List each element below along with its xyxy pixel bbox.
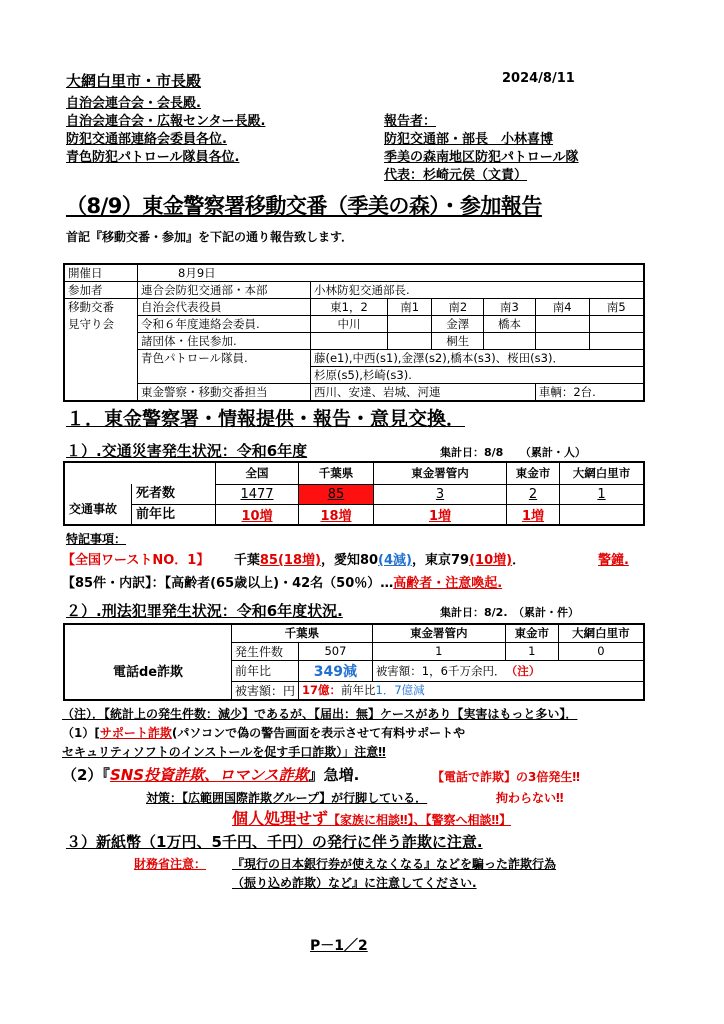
yoy-oamishirasato: [560, 504, 645, 525]
mof-line-2: （振り込め詐欺）など』に注意してください.: [232, 876, 477, 890]
r4-name-6: [589, 333, 644, 350]
reporter-line-2: 季美の森南地区防犯パトロール隊: [384, 150, 579, 165]
sns-fraud-name: SNS投資詐欺、ロマンス詐欺: [109, 766, 309, 784]
crime-col-1: 千葉県: [232, 624, 373, 642]
crime-tally: 集計日：8/2. （累計・件）: [440, 606, 580, 619]
loss-value: 17億：: [302, 683, 342, 697]
traffic-col-4: 東金市: [507, 462, 560, 484]
r3-name-1: 中川: [311, 316, 388, 333]
r3-name-5: [535, 316, 589, 333]
addressee-3: 防犯交通部連絡会委員各位.: [66, 132, 227, 147]
reporter-label: 報告者：: [384, 114, 437, 129]
participants-label: 参加者: [64, 282, 138, 299]
loss-prev-label: 前年比: [341, 683, 376, 697]
r3-name-4: 橋本: [484, 316, 536, 333]
area-2: 南1: [387, 299, 432, 316]
traffic-col-5: 大網白里市: [560, 462, 645, 484]
r6-names: 西川、安達、岩城、河連: [311, 384, 536, 402]
r4-name-1: [311, 333, 388, 350]
role-3: 令和６年度連絡会委員.: [138, 316, 311, 333]
traffic-col-1: 全国: [216, 462, 299, 484]
remark-line-2: （1）[サポート詐欺(パソコンで偽の警告画面を表示させて有料サポートや: [62, 726, 466, 740]
crime-col-4: 大網白里市: [558, 624, 644, 642]
loss-note: （注）: [511, 663, 541, 678]
vehicle-count: 車輌：2台.: [535, 384, 644, 402]
notes-label: 特記事項：: [66, 532, 127, 546]
measure-line: 対策：【広範囲国際詐欺グループ】が行脚している．: [146, 791, 428, 805]
page-title: （8/9）東金警察署移動交番（季美の森）・参加報告: [66, 194, 542, 218]
traffic-col-3: 東金署管内: [374, 462, 507, 484]
deaths-chiba: 85: [299, 484, 374, 504]
role-2: 自治会代表役員: [138, 299, 311, 316]
area-1: 東1，2: [311, 299, 388, 316]
breakdown-line: 【85件・内訳】：【高齢者(65歳以上)・42名（50％）…高齢者・注意喚起.: [62, 576, 503, 591]
cases-label: 発生件数: [232, 642, 299, 660]
personal-line: 個人処理せず【家族に相談‼】、【警察へ相談‼】: [232, 809, 512, 828]
left-label-1: 移動交番: [64, 299, 138, 316]
deaths-oamishirasato: 1: [560, 484, 645, 504]
role-5: 青色パトロール隊員.: [138, 350, 311, 384]
yoy-togane-police: 1増: [374, 504, 507, 525]
left-label-2: 見守り会: [64, 316, 138, 333]
date-label: 開催日: [64, 264, 138, 282]
traffic-row-group: 交通事故: [69, 502, 118, 516]
area-3: 南2: [432, 299, 484, 316]
crime-yoy-label: 前年比: [232, 660, 299, 681]
yoy-label: 前年比: [131, 504, 215, 524]
reporter-line-3: 代表：杉崎元侯（文責）: [384, 168, 528, 183]
worst-tag: 【全国ワーストNO．1】: [62, 553, 210, 568]
deaths-togane-police: 3: [374, 484, 507, 504]
event-table: [63, 263, 645, 402]
cases-chiba: 507: [299, 642, 373, 660]
org-1: 連合会防犯交通部・本部: [138, 282, 311, 299]
addressee-4: 青色防犯パトロール隊員各位.: [66, 150, 240, 165]
r4-name-5: [535, 333, 589, 350]
yoy-chiba: 18増: [299, 504, 374, 525]
deaths-togane-city: 2: [507, 484, 560, 504]
report-date: 2024/8/11: [502, 71, 575, 86]
traffic-tally: 集計日：8/8 （累計・人）: [440, 446, 586, 459]
r3-name-6: [589, 316, 644, 333]
area-4: 南3: [484, 299, 536, 316]
loss-prev-value: 1．7億減: [375, 683, 425, 697]
r4-name-4: [484, 333, 536, 350]
sns-line: （2）『SNS投資詐欺、ロマンス詐欺』急増.: [62, 766, 360, 784]
section-1-title: １．東金警察署・情報提供・報告・意見交換．: [66, 408, 466, 430]
crime-yoy-value: 349減: [299, 660, 373, 681]
deaths-label: 死者数: [131, 484, 215, 504]
crime-row-group: 電話de詐欺: [64, 642, 232, 700]
cases-togane-city: 1: [505, 642, 558, 660]
yoy-national: 10増: [216, 504, 299, 525]
phone-fraud-note: 【電話で詐欺】の3倍発生‼: [432, 770, 580, 784]
addressee-1: 自治会連合会・会長殿.: [66, 96, 201, 111]
role-6: 東金警察・移動交番担当: [138, 384, 311, 402]
cases-oamishirasato: 0: [558, 642, 644, 660]
traffic-col-2: 千葉県: [299, 462, 374, 484]
traffic-table: [63, 461, 645, 526]
reporter-line-1: 防犯交通部・部長 小林喜博: [384, 132, 554, 147]
page-number: P－1／2: [310, 938, 368, 954]
loss-label: 被害額：円: [232, 681, 299, 700]
r5-line-1: 藤(e1),中西(s1),金澤(s2),橋本(s3)、桜田(s3)．: [311, 350, 645, 367]
r4-name-2: [387, 333, 432, 350]
loss-total: 被害額：1，6千万余円．: [375, 663, 506, 678]
alert-text: 警鐘.: [598, 553, 629, 568]
crime-col-3: 東金市: [505, 624, 558, 642]
area-6: 南5: [589, 299, 644, 316]
r5-line-2: 杉原(s5),杉崎(s3).: [311, 367, 645, 384]
crime-heading: ２）.刑法犯罪発生状況：令和6年度状況.: [66, 602, 343, 620]
traffic-heading: １）.交通災害発生状況：令和6年度: [66, 442, 308, 460]
addressee-mayor: 大網白里市・市長殿: [66, 72, 202, 90]
date-value: 8月9日: [138, 264, 645, 282]
cases-togane-police: 1: [372, 642, 505, 660]
section-3-heading: ３）新紙幣（1万円、5千円、千円）の発行に伴う詐欺に注意.: [66, 833, 483, 851]
mof-line-1: 『現行の日本銀行券が使えなくなる』などを騙った詐欺行為: [232, 857, 557, 871]
deaths-national: 1477: [216, 484, 299, 504]
yoy-togane-city: 1増: [507, 504, 560, 525]
r3-name-3: 金澤: [432, 316, 484, 333]
mof-label: 財務省注意：: [134, 857, 207, 871]
r3-name-2: [387, 316, 432, 333]
r4-name-3: 桐生: [432, 333, 484, 350]
area-5: 南4: [535, 299, 589, 316]
org-1-person: 小林防犯交通部長.: [311, 282, 645, 299]
crime-table: [63, 623, 645, 701]
no-matter: 拘わらない‼: [496, 791, 564, 805]
crime-col-2: 東金署管内: [372, 624, 505, 642]
role-4: 諸団体・住民参加.: [138, 333, 311, 350]
intro-text: 首記『移動交番・参加』を下記の通り報告致します．: [66, 230, 354, 244]
addressee-2: 自治会連合会・広報センター長殿.: [66, 114, 266, 129]
worst-line: 【全国ワーストNO．1】 千葉85(18増)，愛知80(4減)，東京79(10増)．: [62, 553, 526, 568]
remark-line-1: （注）．【統計上の発生件数：減少】であるが、【届出：無】ケースがあり【実害はもっと多い】．: [62, 707, 578, 721]
remark-line-3: セキュリティソフトのインストールを促す手口詐欺）」注意‼: [62, 745, 386, 759]
